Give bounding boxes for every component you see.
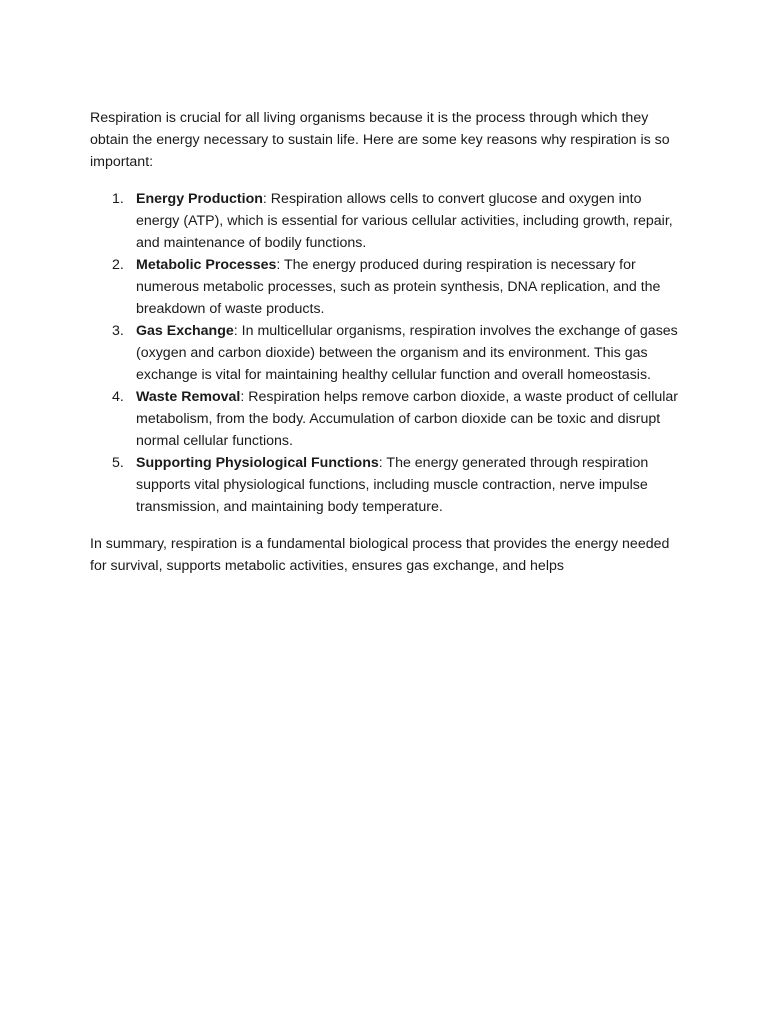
- list-item: [90, 386, 680, 452]
- list-item: [90, 188, 680, 254]
- reasons-list: [90, 188, 680, 518]
- list-item-text: : In multicellular organisms, respiration involves the exchange of gases (oxygen and carbon dioxide) between the organism and its environment. This gas exchange is vital for maintaining healthy cellular function and overall homeostasis.: [136, 323, 678, 383]
- list-item: [90, 452, 680, 518]
- list-number: 5.: [112, 455, 124, 471]
- intro-paragraph: Respiration is crucial for all living organisms because it is the process through which they obtain the energy necessary to sustain life. Here are some key reasons why respiration is so important:: [90, 110, 670, 170]
- list-number: 3.: [112, 323, 124, 339]
- document-page: [90, 107, 680, 577]
- list-item-text: : Respiration allows cells to convert glucose and oxygen into energy (ATP), which is essential for various cellular activities, including growth, repair, and maintenance of bodily functions.: [136, 191, 673, 251]
- summary-paragraph: In summary, respiration is a fundamental biological process that provides the energy needed for survival, supports metabolic activities, ensures gas exchange, and helps: [90, 536, 670, 574]
- list-number: 4.: [112, 389, 124, 405]
- list-item-term: Energy Production: [136, 191, 263, 207]
- list-item: [90, 320, 680, 386]
- list-number: 2.: [112, 257, 124, 273]
- list-number: 1.: [112, 191, 124, 207]
- list-item-term: Metabolic Processes: [136, 257, 277, 273]
- list-item-text: : The energy generated through respiration supports vital physiological functions, including muscle contraction, nerve impulse transmission, and maintaining body temperature.: [136, 455, 649, 515]
- list-item-text: : The energy produced during respiration is necessary for numerous metabolic processes, such as protein synthesis, DNA replication, and the breakdown of waste products.: [136, 257, 661, 317]
- list-item: [90, 254, 680, 320]
- list-item-term: Supporting Physiological Functions: [136, 455, 379, 471]
- list-item-term: Gas Exchange: [136, 323, 234, 339]
- list-item-text: : Respiration helps remove carbon dioxide, a waste product of cellular metabolism, from the body. Accumulation of carbon dioxide can be toxic and disrupt normal cellular functions.: [136, 389, 679, 449]
- list-item-term: Waste Removal: [136, 389, 241, 405]
